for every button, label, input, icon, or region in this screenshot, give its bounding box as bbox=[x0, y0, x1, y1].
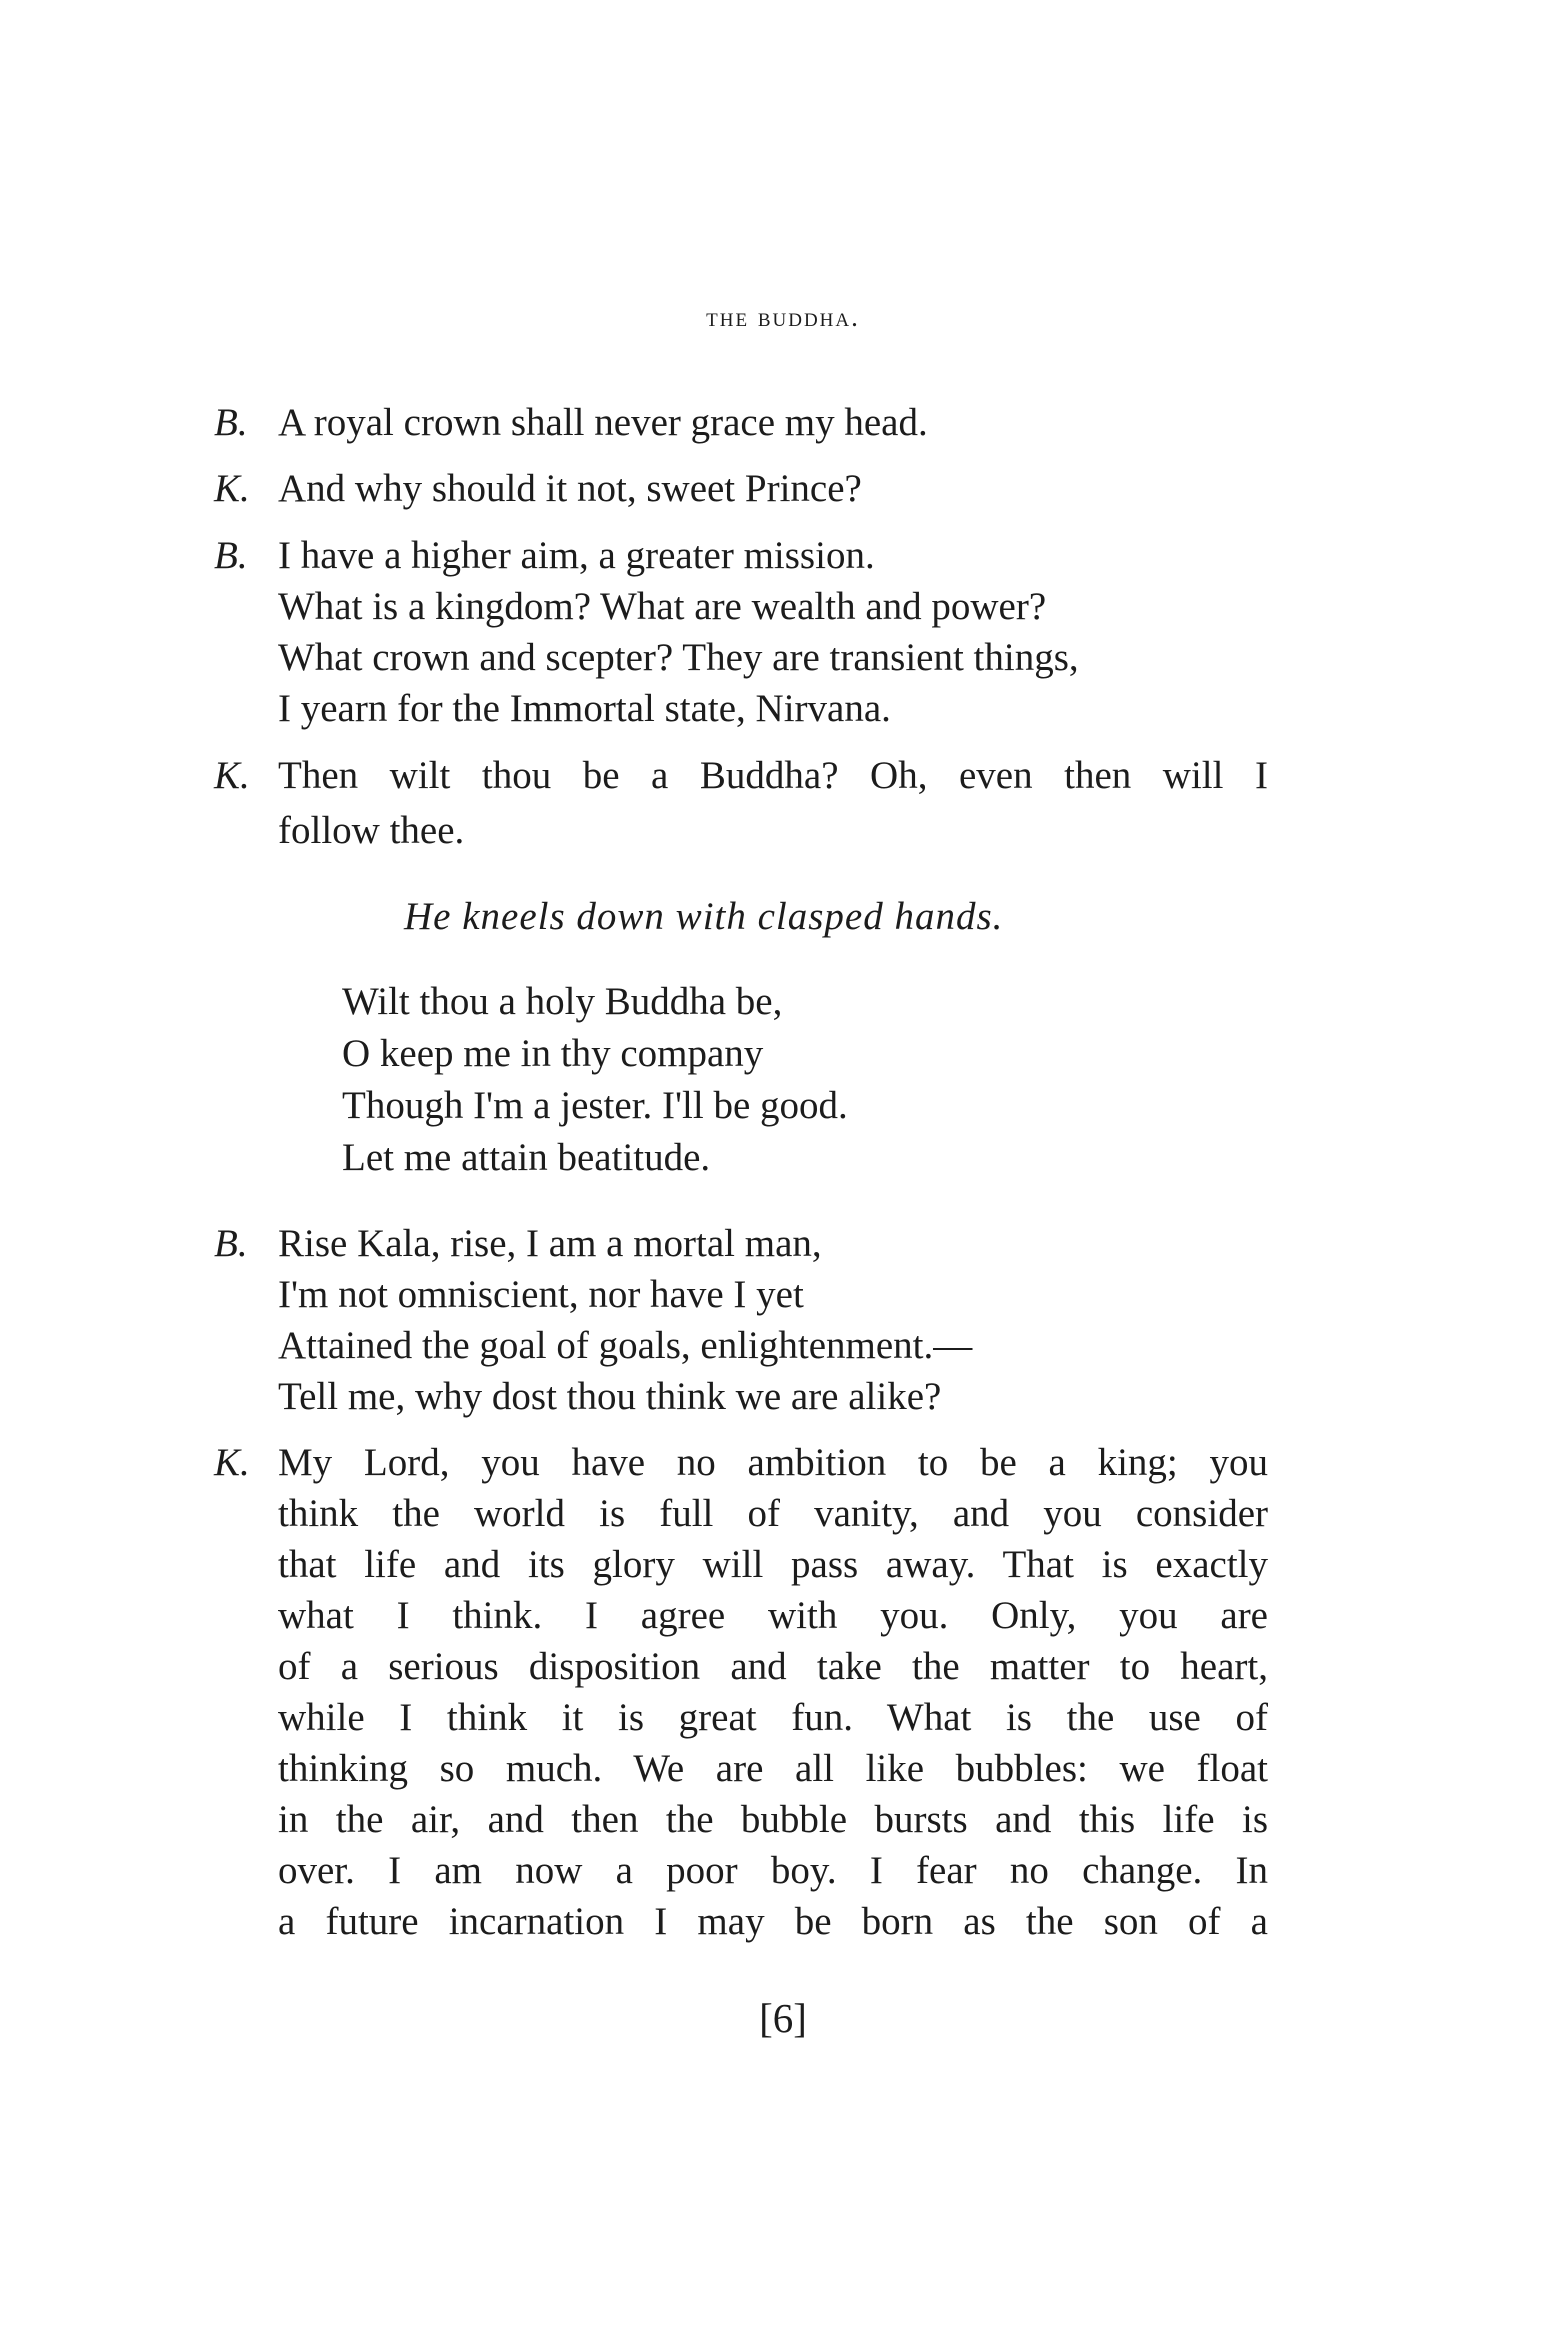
page-number: [6] bbox=[759, 1995, 807, 2041]
speaker-label: K. bbox=[214, 754, 250, 797]
dialogue-line: What is a kingdom? What are wealth and power? bbox=[278, 585, 1047, 628]
dialogue-line: a future incarnation I may be born as the son of a bbox=[278, 1900, 1268, 1943]
dialogue-line: A royal crown shall never grace my head. bbox=[278, 401, 928, 444]
dialogue-line: think the world is full of vanity, and you consider bbox=[278, 1492, 1268, 1535]
verse-line: Wilt thou a holy Buddha be, bbox=[342, 980, 783, 1023]
verse-line: Let me attain beatitude. bbox=[342, 1136, 711, 1179]
dialogue-line: Then wilt thou be a Buddha? Oh, even then will I bbox=[278, 754, 1268, 797]
dialogue-line: follow thee. bbox=[278, 809, 465, 852]
dialogue-line: I yearn for the Immortal state, Nirvana. bbox=[278, 687, 891, 730]
speaker-label: B. bbox=[214, 1222, 248, 1265]
speaker-label: K. bbox=[214, 467, 250, 510]
dialogue-line: of a serious disposition and take the matter to heart, bbox=[278, 1645, 1268, 1688]
dialogue-line: Rise Kala, rise, I am a mortal man, bbox=[278, 1222, 822, 1265]
verse-line: Though I'm a jester. I'll be good. bbox=[342, 1084, 848, 1127]
dialogue-line: Tell me, why dost thou think we are alike? bbox=[278, 1375, 942, 1418]
dialogue-line: thinking so much. We are all like bubbles: we float bbox=[278, 1747, 1268, 1790]
speaker-label: B. bbox=[214, 401, 248, 444]
dialogue-line: in the air, and then the bubble bursts and this life is bbox=[278, 1798, 1268, 1841]
speaker-label: K. bbox=[214, 1441, 250, 1484]
dialogue-line: I'm not omniscient, nor have I yet bbox=[278, 1273, 804, 1316]
dialogue-line: What crown and scepter? They are transient things, bbox=[278, 636, 1079, 679]
stage-direction: He kneels down with clasped hands. bbox=[404, 895, 1004, 938]
dialogue-line: And why should it not, sweet Prince? bbox=[278, 467, 862, 510]
dialogue-line: what I think. I agree with you. Only, you are bbox=[278, 1594, 1268, 1637]
dialogue-line: I have a higher aim, a greater mission. bbox=[278, 534, 875, 577]
dialogue-line: My Lord, you have no ambition to be a king; you bbox=[278, 1441, 1268, 1484]
dialogue-line: Attained the goal of goals, enlightenment.— bbox=[278, 1324, 973, 1367]
dialogue-line: over. I am now a poor boy. I fear no change. In bbox=[278, 1849, 1268, 1892]
running-head: the buddha. bbox=[706, 302, 860, 332]
verse-line: O keep me in thy company bbox=[342, 1032, 764, 1075]
dialogue-line: while I think it is great fun. What is the use of bbox=[278, 1696, 1268, 1739]
dialogue-line: that life and its glory will pass away. That is exactly bbox=[278, 1543, 1268, 1586]
speaker-label: B. bbox=[214, 534, 248, 577]
